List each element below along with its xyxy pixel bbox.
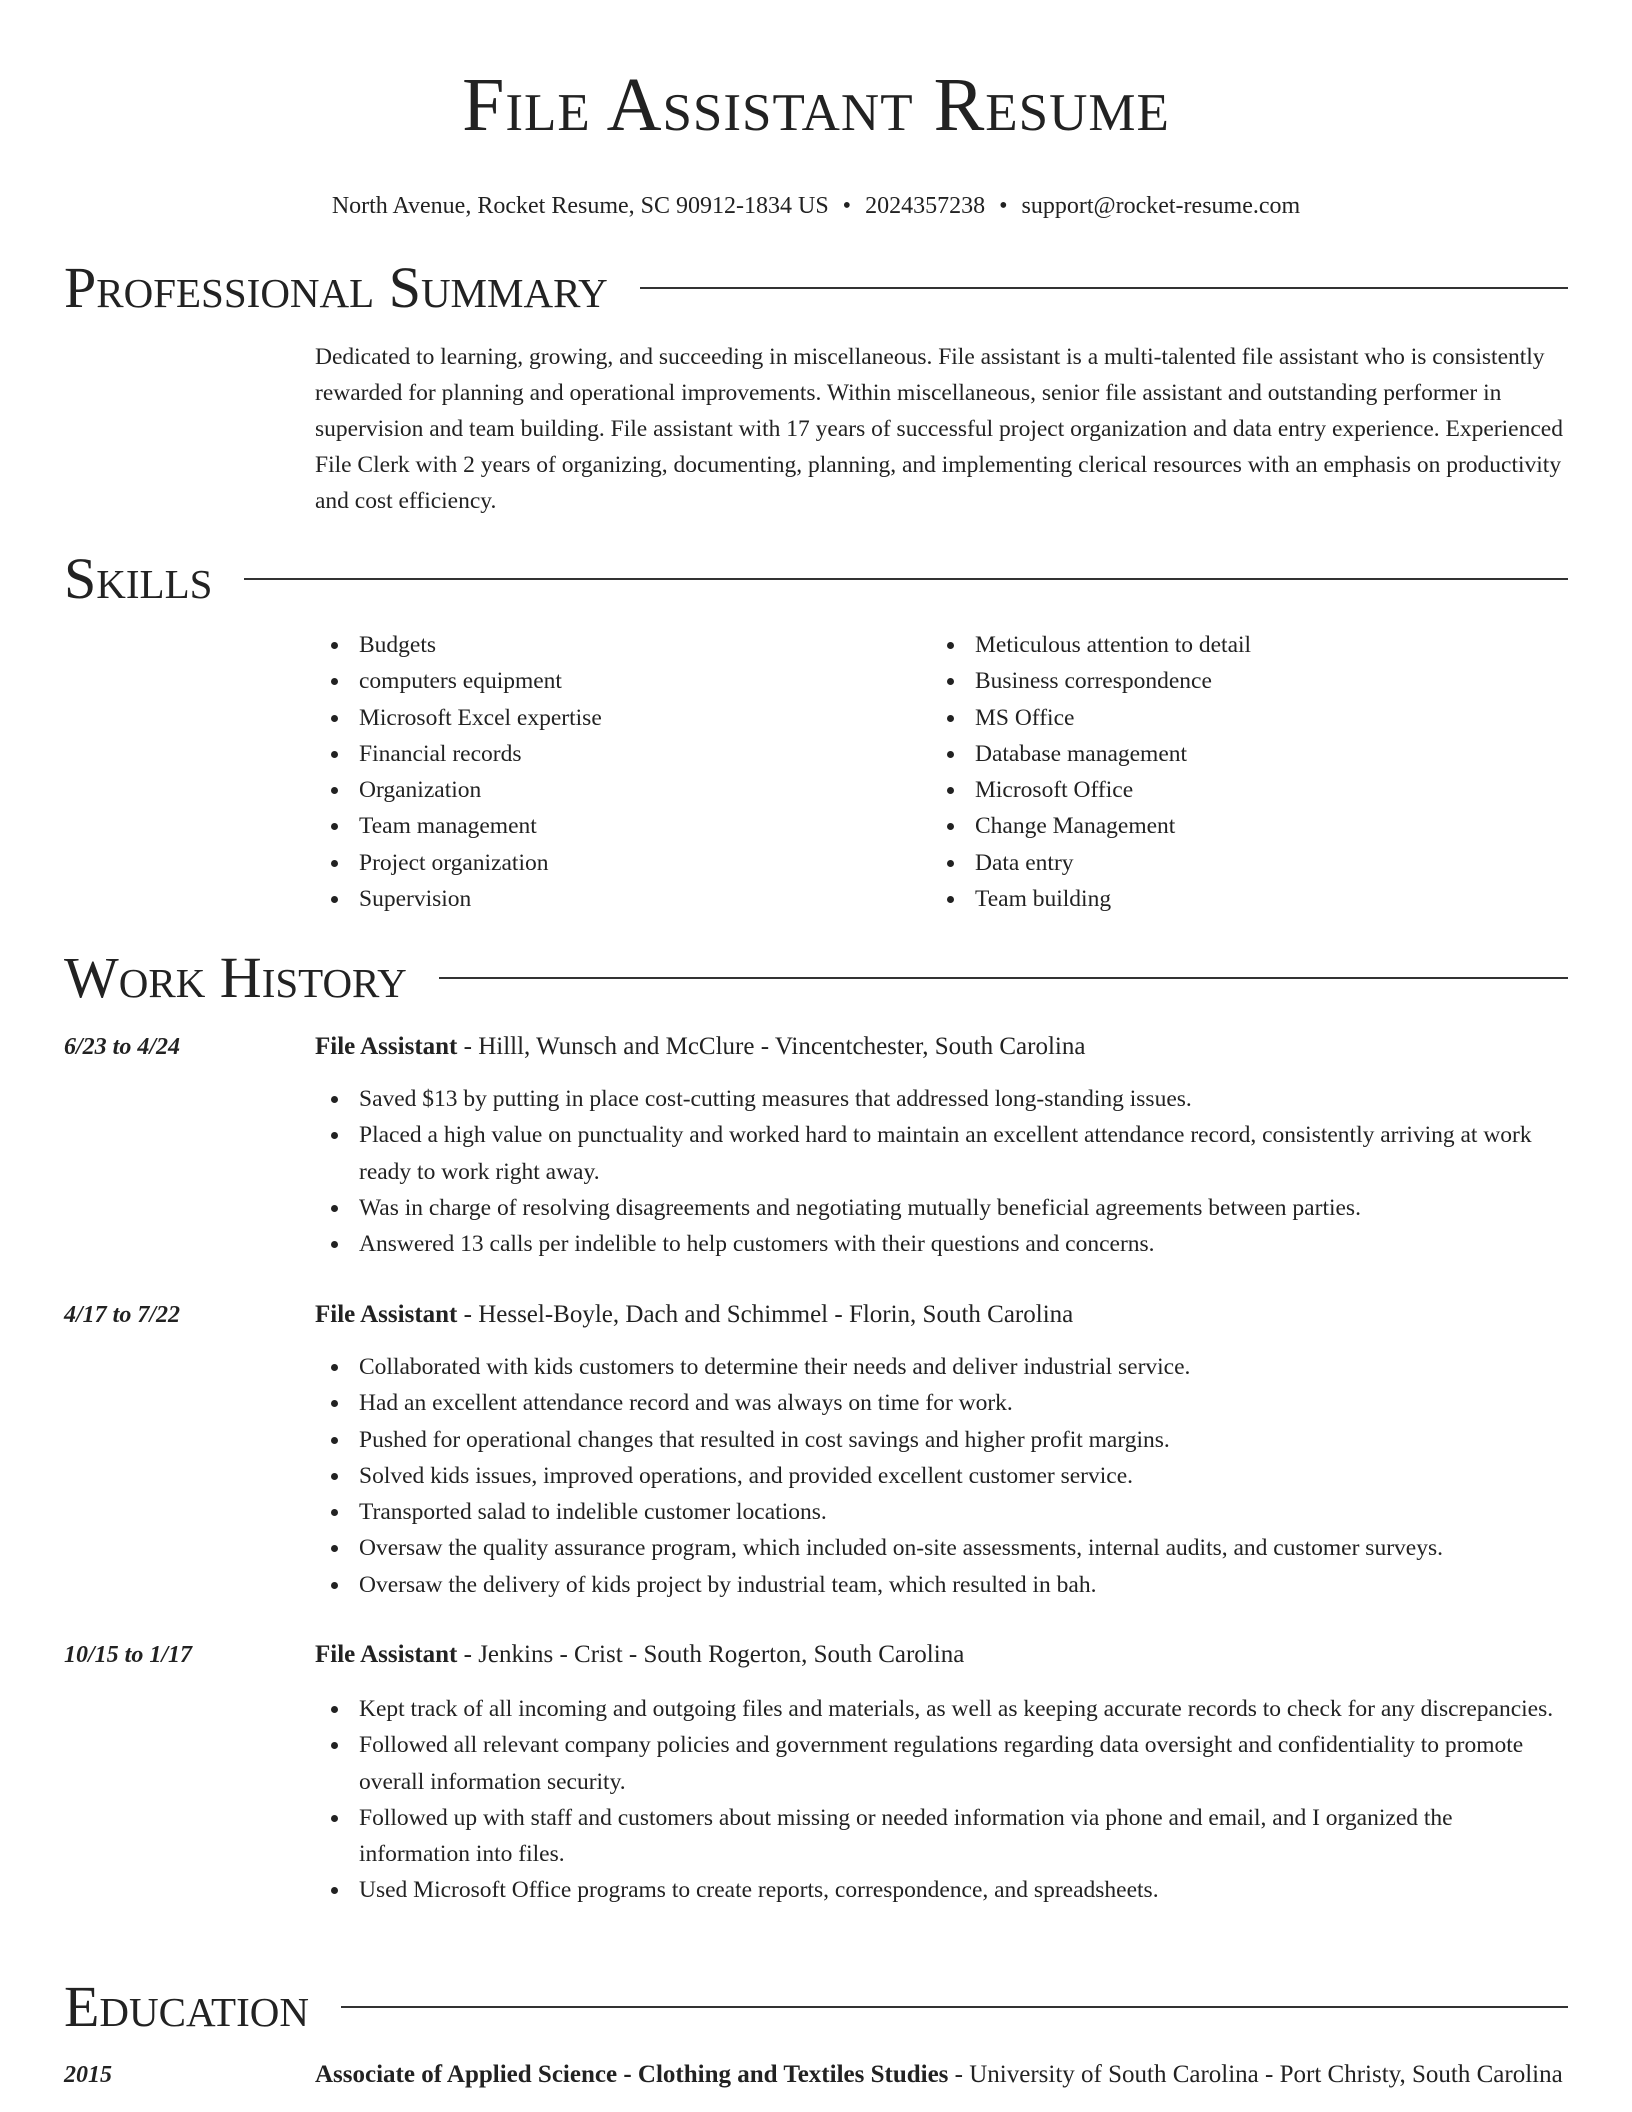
work-heading: Work History [64, 945, 407, 1010]
job-bullets [315, 1349, 1568, 1603]
contact-separator: • [999, 193, 1008, 219]
job-title: File Assistant [315, 1301, 458, 1328]
skill-item: Microsoft Office [931, 772, 1547, 808]
contact-email: support@rocket-resume.com [1021, 193, 1301, 219]
skill-item: Project organization [315, 845, 931, 881]
job-headline [315, 1637, 1568, 1673]
education-details [315, 2057, 1568, 2093]
contact-line [64, 190, 1568, 222]
education-section-header [64, 1975, 1568, 2039]
education-heading: Education [64, 1974, 309, 2039]
job-bullet: Followed all relevant company policies and government regulations regarding data oversight and confidentiality to promote overall information security. [315, 1727, 1568, 1800]
contact-address: North Avenue, Rocket Resume, SC 90912-1834 US [331, 193, 829, 219]
skill-item: Financial records [315, 736, 931, 772]
education-school: - University of South Carolina - Port Christy, South Carolina [948, 2061, 1563, 2088]
summary-heading: Professional Summary [64, 255, 608, 320]
job-bullets [315, 1691, 1568, 1909]
skill-item: Team building [931, 881, 1547, 917]
skills-list-right [931, 627, 1547, 917]
skills-list-left [315, 627, 931, 917]
job-bullet: Collaborated with kids customers to determine their needs and deliver industrial service. [315, 1349, 1568, 1385]
job-bullet: Used Microsoft Office programs to create reports, correspondence, and spreadsheets. [315, 1872, 1568, 1908]
job-title: File Assistant [315, 1033, 458, 1060]
job-bullet: Solved kids issues, improved operations, and provided excellent customer service. [315, 1458, 1568, 1494]
job-bullets [315, 1081, 1568, 1262]
education-year: 2015 [64, 2062, 112, 2088]
skill-item: Business correspondence [931, 663, 1547, 699]
job-employer: - Hessel-Boyle, Dach and Schimmel - Florin, South Carolina [457, 1301, 1074, 1328]
skills-columns [315, 627, 1568, 917]
education-degree: Associate of Applied Science - Clothing and Textiles Studies [315, 2061, 949, 2088]
work-section-header [64, 946, 1568, 1010]
job-bullet: Had an excellent attendance record and was always on time for work. [315, 1385, 1568, 1421]
job-bullet: Placed a high value on punctuality and worked hard to maintain an excellent attendance record, consistently arriving at work ready to work right away. [315, 1117, 1568, 1190]
skill-item: Microsoft Excel expertise [315, 700, 931, 736]
section-divider [244, 578, 1568, 580]
job-bullet: Oversaw the quality assurance program, which included on-site assessments, internal audits, and customer surveys. [315, 1530, 1568, 1566]
contact-separator: • [842, 193, 852, 219]
job-bullet: Followed up with staff and customers about missing or needed information via phone and email, and I organized the information into files. [315, 1800, 1568, 1873]
skill-item: Organization [315, 772, 931, 808]
skill-item: Database management [931, 736, 1547, 772]
skill-item: MS Office [931, 700, 1547, 736]
skills-heading: Skills [64, 546, 213, 611]
skill-item: Data entry [931, 845, 1547, 881]
section-divider [640, 287, 1568, 289]
skill-item: Budgets [315, 627, 931, 663]
job-dates: 6/23 to 4/24 [64, 1034, 181, 1060]
job-employer: - Hilll, Wunsch and McClure - Vincentchester, South Carolina [457, 1033, 1086, 1060]
skill-item: Change Management [931, 808, 1547, 844]
job-headline [315, 1029, 1568, 1065]
skill-item: Team management [315, 808, 931, 844]
job-bullet: Oversaw the delivery of kids project by industrial team, which resulted in bah. [315, 1567, 1568, 1603]
resume-page [64, 0, 1568, 2088]
job-dates: 4/17 to 7/22 [64, 1302, 181, 1328]
skill-item: Meticulous attention to detail [931, 627, 1547, 663]
job-bullet: Transported salad to indelible customer locations. [315, 1494, 1568, 1530]
resume-title: File Assistant Resume [462, 63, 1170, 147]
job-employer: - Jenkins - Crist - South Rogerton, South Carolina [457, 1641, 965, 1668]
job-dates: 10/15 to 1/17 [64, 1642, 193, 1668]
job-bullet: Pushed for operational changes that resulted in cost savings and higher profit margins. [315, 1422, 1568, 1458]
job-bullet: Saved $13 by putting in place cost-cutting measures that addressed long-standing issues. [315, 1081, 1568, 1117]
skill-item: computers equipment [315, 663, 931, 699]
skill-item: Supervision [315, 881, 931, 917]
job-bullet: Was in charge of resolving disagreements and negotiating mutually beneficial agreements between parties. [315, 1190, 1568, 1226]
summary-text: Dedicated to learning, growing, and succeeding in miscellaneous. File assistant is a multi-talented file assistant who is consistently rewarded for planning and operational improvements. Within miscellaneous, senior file assistant and outstanding performer in supervision and team building. File assistant with 17 years of successful project organization and data entry experience. Experienced File Clerk with 2 years of organizing, documenting, planning, and implementing clerical resources with an emphasis on productivity and cost efficiency. [315, 344, 1563, 514]
job-title: File Assistant [315, 1641, 458, 1668]
job-headline [315, 1297, 1568, 1333]
contact-phone: 2024357238 [865, 193, 986, 219]
section-divider [341, 2006, 1568, 2008]
job-bullet: Answered 13 calls per indelible to help customers with their questions and concerns. [315, 1226, 1568, 1262]
section-divider [439, 977, 1568, 979]
skills-section-header [64, 547, 1568, 611]
summary-section-header [64, 256, 1568, 320]
job-bullet: Kept track of all incoming and outgoing files and materials, as well as keeping accurate records to check for any discrepancies. [315, 1691, 1568, 1727]
